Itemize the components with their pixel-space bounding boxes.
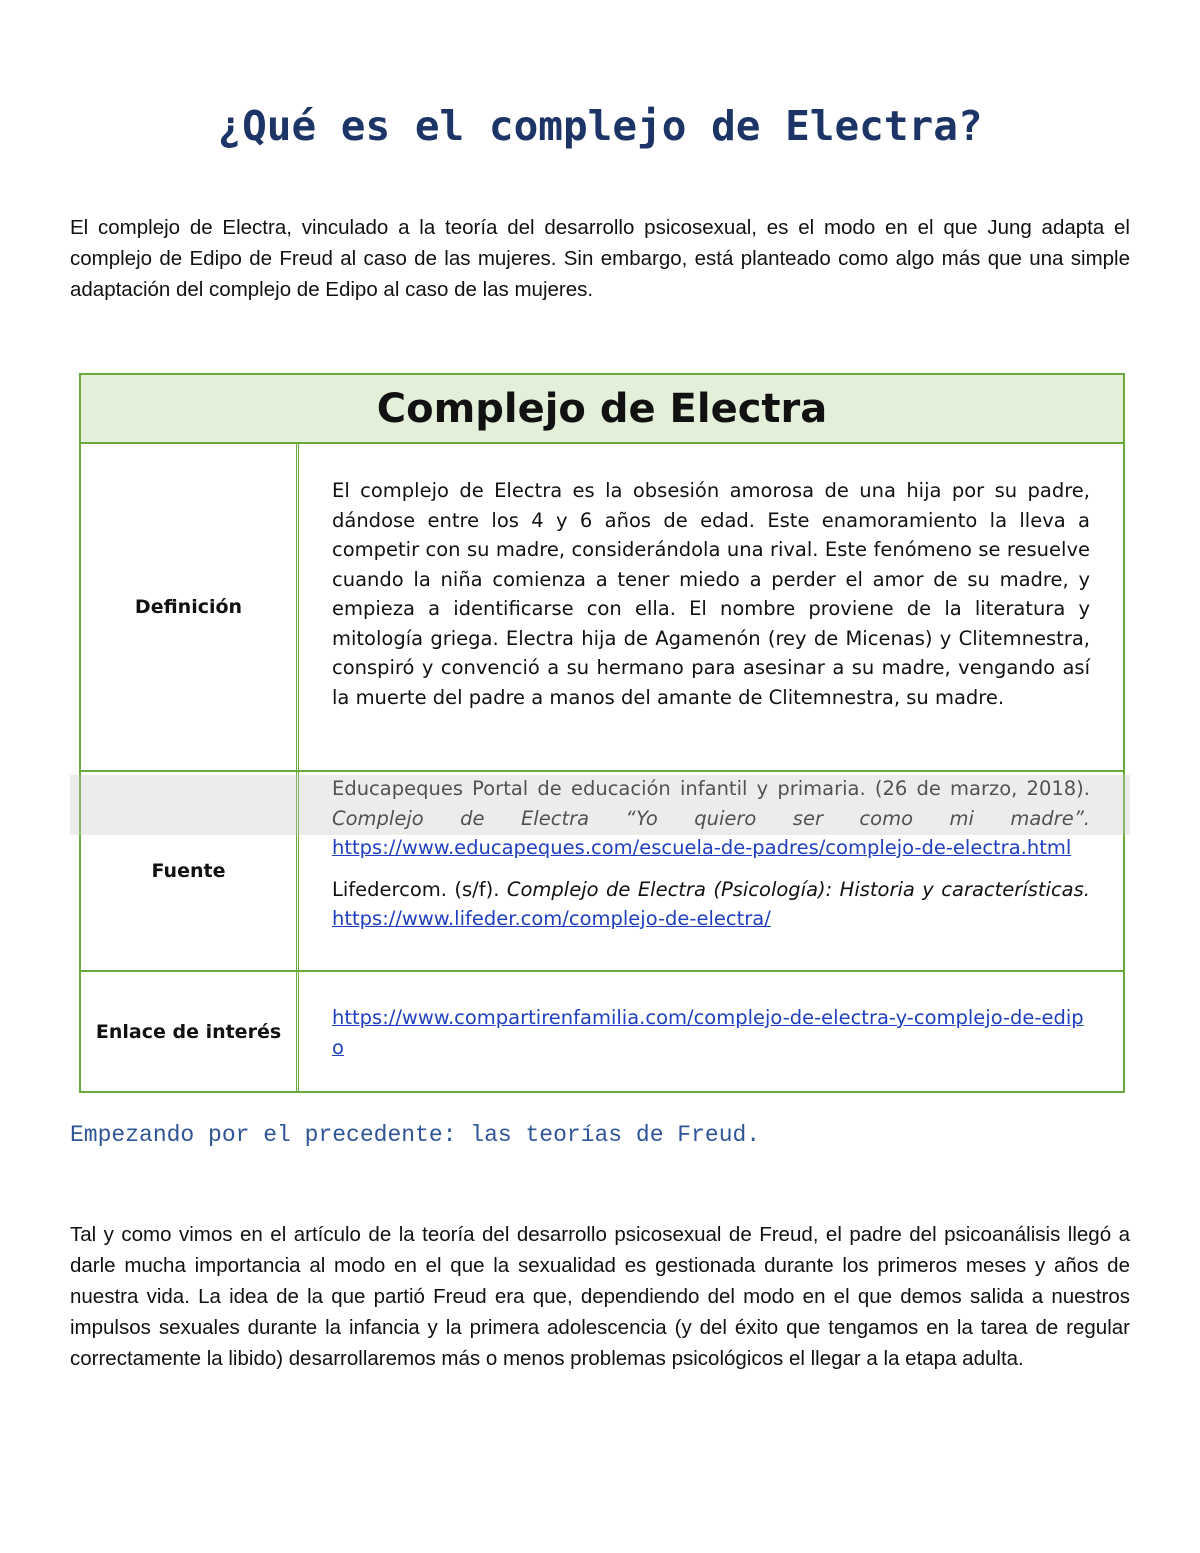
reference-2: [332, 875, 1090, 934]
link-label: Enlace de interés: [81, 972, 299, 1091]
table-heading: Complejo de Electra: [81, 375, 1123, 444]
section-subheading: Empezando por el precedente: las teorías de Freud.: [70, 1122, 761, 1148]
definition-text: El complejo de Electra es la obsesión amorosa de una hija por su padre, dándose entre los 4 y 6 años de edad. Este enamoramiento la lleva a competir con su madre, considerándola una rival. Este fenómeno se resuelve cuando la niña comienza a tener miedo a perder el amor de su madre, y empieza a identificarse con ella. El nombre proviene de la literatura y mitología griega. Electra hija de Agamenón (rey de Micenas) y Clitemnestra, conspiró y convenció a su hermano para asesinar a su madre, vengando así la muerte del padre a manos del amante de Clitemnestra, su madre.: [332, 479, 1090, 709]
link-cell: [332, 1003, 1090, 1062]
reference-1-title: Complejo de Electra “Yo quiero ser como mi madre”.: [332, 806, 1090, 830]
table-row-link: [81, 972, 1123, 1091]
reference-1-link[interactable]: https://www.educapeques.com/escuela-de-padres/complejo-de-electra.html: [332, 836, 1072, 859]
highlight-band: [70, 775, 1130, 835]
definition-label: Definición: [81, 444, 299, 770]
reference-2-prefix: Lifedercom. (s/f).: [332, 877, 500, 901]
page-title: ¿Qué es el complejo de Electra?: [217, 102, 983, 150]
intro-paragraph: El complejo de Electra, vinculado a la teoría del desarrollo psicosexual, es el modo en el que Jung adapta el complejo de Edipo de Freud al caso de las mujeres. Sin embargo, está planteado como algo más que una simple adaptación del complejo de Edipo al caso de las mujeres.: [70, 216, 1130, 301]
source-label: Fuente: [81, 772, 299, 970]
table-row-definition: [81, 444, 1123, 772]
reference-2-title: Complejo de Electra (Psicología): Historia y características.: [506, 877, 1090, 901]
body-paragraph: Tal y como vimos en el artículo de la teoría del desarrollo psicosexual de Freud, el padre del psicoanálisis llegó a darle mucha importancia al modo en el que la sexualidad es gestionada durante los primeros meses y años de nuestra vida. La idea de la que partió Freud era que, dependiendo del modo en el que demos salida a nuestros impulsos sexuales durante la infancia y la primera adolescencia (y del éxito que tengamos en la tarea de regular correctamente la libido) desarrollaremos más o menos problemas psicológicos el llegar a la etapa adulta.: [70, 1223, 1130, 1370]
reference-1-prefix: Educapeques Portal de educación infantil y primaria. (26 de marzo, 2018).: [332, 777, 1090, 800]
reference-2-link[interactable]: https://www.lifeder.com/complejo-de-electra/: [332, 907, 771, 930]
electra-table: [79, 373, 1125, 1093]
interest-link[interactable]: https://www.compartirenfamilia.com/complejo-de-electra-y-complejo-de-edipo: [332, 1006, 1084, 1059]
